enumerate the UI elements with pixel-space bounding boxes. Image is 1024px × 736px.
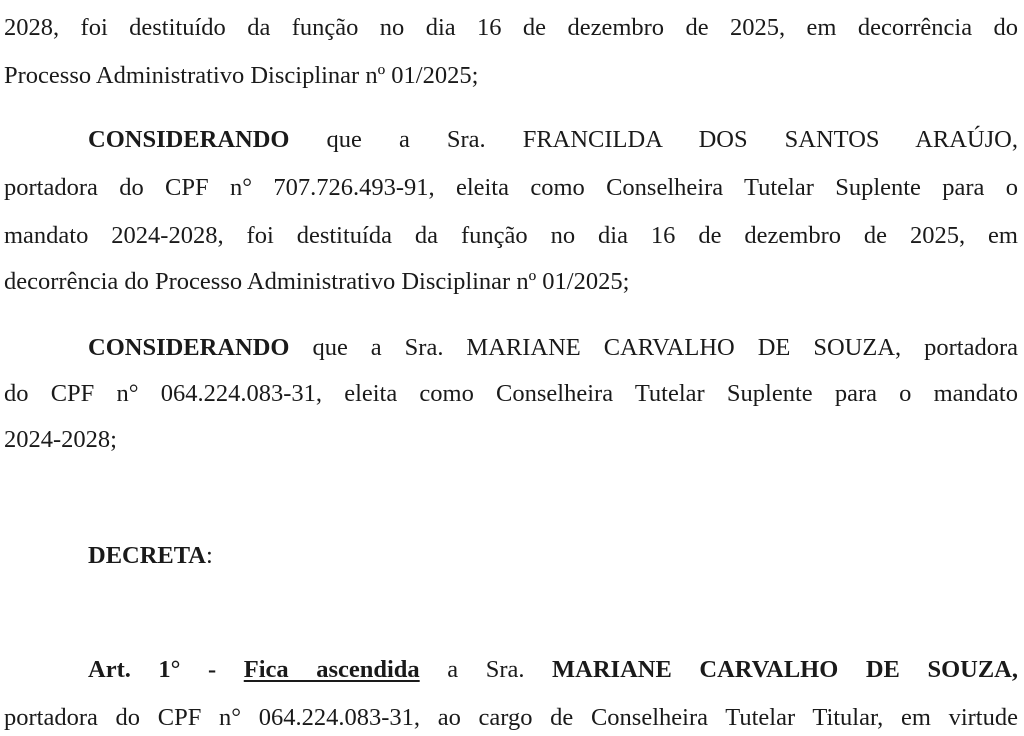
article-1-middle: a Sra. bbox=[419, 656, 553, 683]
paragraph-1-line-1: 2028, foi destituído da função no dia 16 de dezembro de 2025, em decorrência do bbox=[4, 14, 1018, 41]
paragraph-2-line-1-text: que a Sra. FRANCILDA DOS SANTOS ARAÚJO, bbox=[289, 126, 1018, 153]
article-1-label: Art. 1° - bbox=[88, 656, 244, 683]
paragraph-3-line-2: do CPF n° 064.224.083-31, eleita como Conselheira Tutelar Suplente para o mandato bbox=[4, 380, 1018, 407]
paragraph-3-line-1-text: que a Sra. MARIANE CARVALHO DE SOUZA, portadora bbox=[289, 334, 1018, 361]
decree-heading-label: DECRETA bbox=[88, 542, 206, 569]
considerando-label: CONSIDERANDO bbox=[88, 334, 290, 361]
paragraph-2-line-1 bbox=[88, 128, 1018, 153]
decree-heading bbox=[88, 544, 1018, 569]
paragraph-1-line-2: Processo Administrativo Disciplinar nº 01/2025; bbox=[4, 62, 479, 89]
article-1-verb: Fica ascendida bbox=[243, 656, 420, 683]
considerando-label: CONSIDERANDO bbox=[88, 126, 290, 153]
paragraph-2-line-3: mandato 2024-2028, foi destituída da função no dia 16 de dezembro de 2025, em bbox=[4, 222, 1018, 249]
paragraph-2-line-4: decorrência do Processo Administrativo Disciplinar nº 01/2025; bbox=[4, 268, 630, 295]
paragraph-3-line-3: 2024-2028; bbox=[4, 426, 117, 453]
article-1-line-2: portadora do CPF n° 064.224.083-31, ao cargo de Conselheira Tutelar Titular, em virtude bbox=[4, 704, 1018, 731]
paragraph-2-line-2: portadora do CPF n° 707.726.493-91, eleita como Conselheira Tutelar Suplente para o bbox=[4, 174, 1018, 201]
decree-heading-suffix: : bbox=[205, 542, 213, 569]
paragraph-3-line-1 bbox=[88, 336, 1018, 361]
article-1-name: MARIANE CARVALHO DE SOUZA, bbox=[552, 656, 1018, 683]
article-1-line-1 bbox=[88, 658, 1018, 683]
